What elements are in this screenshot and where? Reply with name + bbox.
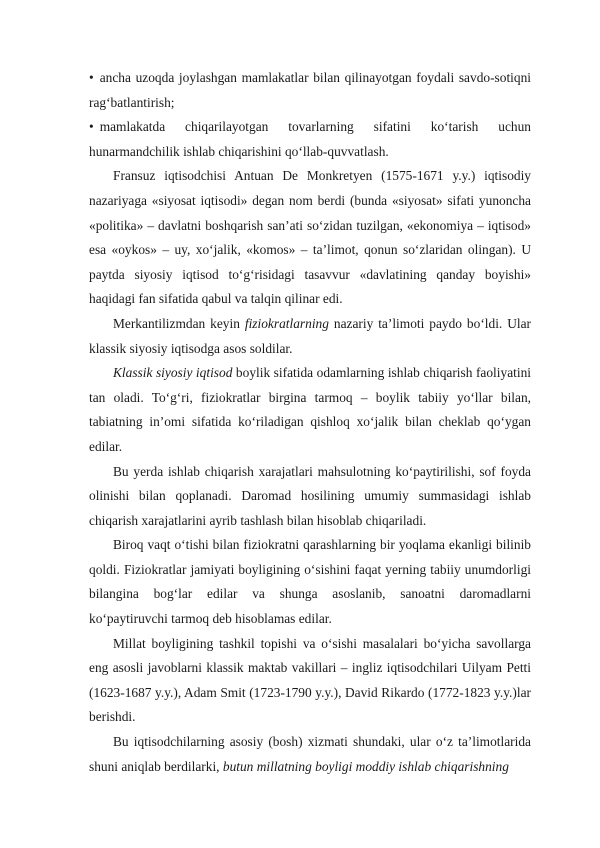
bullet-icon: • (89, 70, 94, 85)
paragraph-text: Millat boyligining tashkil topishi va o‘sishi masalalari bo‘yicha savollarga eng asosli javoblarni klassik maktab vakillari – ingliz iqtisodchilari Uilyam Petti (1623-1687 y.y.), Adam Smit (1723-1790 y.y.), David Rikardo (1772-1823 y.y.)lar berishdi. (89, 635, 531, 725)
paragraph-text-after: nazariy ta’limoti paydo bo‘ldi. Ular klassik siyosiy iqtisodga asos soldilar. (89, 315, 532, 356)
paragraph-monkretyen (89, 164, 531, 312)
paragraph-text: Biroq vaqt o‘tishi bilan fiziokratni qarashlarning bir yoqlama ekanligi bilinib qoldi. Fiziokratlar jamiyati boyligining o‘sishini faqat yerning tabiiy unumdorligi bilangina bog‘lar edilar va shunga asoslanib, sanoatni daromadlarni ko‘paytiruvchi tarmoq deb hisoblamas edilar. (89, 537, 531, 627)
bullet-text: mamlakatda chiqarilayotgan tovarlarning sifatini ko‘tarish uchun hunarmandchilik ishlab chiqarishini qo‘llab-quvvatlash. (89, 119, 531, 159)
paragraph-bosh-xizmati (89, 730, 531, 779)
bullet-icon: • (89, 119, 94, 135)
paragraph-text-after: boylik sifatida odamlarning ishlab chiqarish faoliyatini tan oladi. To‘g‘ri, fiziokratlar birgina tarmoq – boylik tabiiy yo‘llar bilan, tabiatning in’omi sifatida ko‘riladigan qishloq xo‘jalik bilan cheklab qo‘ygan edilar. (89, 365, 531, 454)
paragraph-merkantilizm (89, 312, 531, 361)
bullet-paragraph-2 (89, 115, 531, 164)
paragraph-fiziokratlar (89, 533, 531, 631)
paragraph-xarajatlar (89, 460, 531, 534)
paragraph-klassik (89, 361, 531, 459)
italic-term: Klassik siyosiy iqtisod (113, 365, 233, 381)
bullet-paragraph-1 (89, 66, 531, 115)
italic-term: butun millatning boyligi moddiy ishlab chiqarishning (222, 758, 509, 774)
paragraph-text-before: Merkantilizmdan keyin (113, 315, 245, 331)
bullet-text: ancha uzoqda joylashgan mamlakatlar bilan qilinayotgan foydali savdo-sotiqni rag‘batlantirish; (89, 70, 531, 110)
paragraph-millat-boyligi (89, 632, 531, 730)
paragraph-text-before: Bu iqtisodchilarning asosiy (bosh) xizmati shundaki, ular o‘z ta’limotlarida shuni aniqlab berdilarki, (89, 734, 531, 774)
document-page (89, 66, 531, 779)
paragraph-text: Bu yerda ishlab chiqarish xarajatlari mahsulotning ko‘paytirilishi, sof foyda olinishi bilan qoplanadi. Daromad hosilining umumiy summasidagi ishlab chiqarish xarajatlarini ayrib tashlash bilan hisoblab chiqariladi. (89, 463, 531, 528)
paragraph-text: Fransuz iqtisodchisi Antuan De Monkretyen (1575-1671 y.y.) iqtisodiy nazariyaga «siyosat iqtisodi» degan nom berdi (bunda «siyosat» sifati yunoncha «politika» – davlatni boshqarish san’ati so‘zidan tuzilgan, «ekonomiya – iqtisod» esa «oykos» – uy, xo‘jalik, «komos» – ta’limot, qonun so‘zlaridan olingan). U paytda siyosiy iqtisod to‘g‘risidagi tasavvur «davlatining qanday boyishi» haqidagi fan sifatida qabul va talqin qilinar edi. (89, 168, 531, 307)
italic-term: fiziokratlarning (244, 315, 329, 331)
